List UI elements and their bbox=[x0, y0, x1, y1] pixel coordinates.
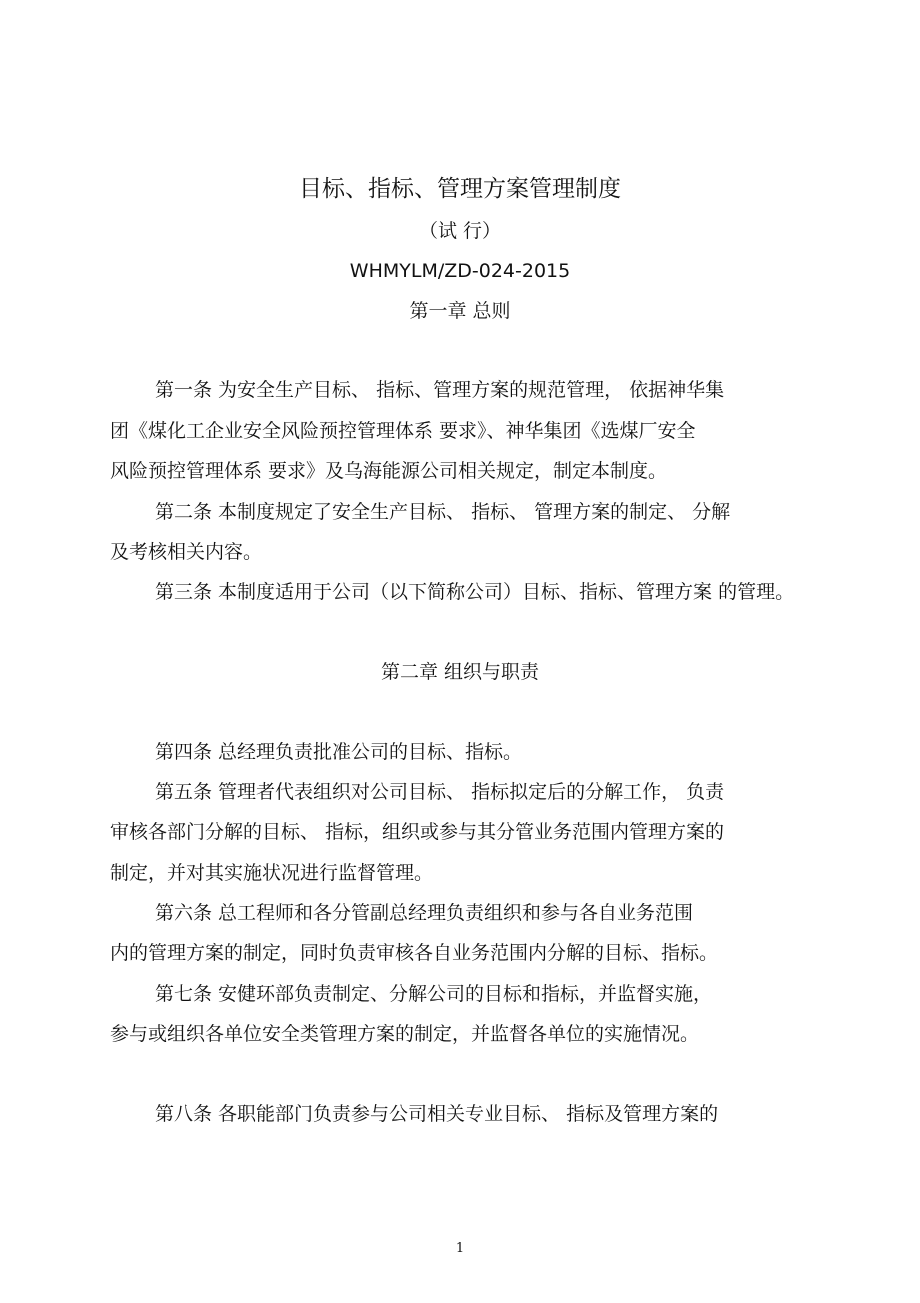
paragraph-line: 内的管理方案的制定，同时负责审核各自业务范围内分解的目标、指标。 bbox=[110, 942, 719, 964]
document-subtitle: （试 行） bbox=[418, 220, 502, 242]
paragraph-line: 第一条 为安全生产目标、 指标、管理方案的规范管理， 依据神华集 bbox=[155, 379, 725, 401]
paragraph-line: 制定，并对其实施状况进行监督管理。 bbox=[110, 862, 434, 884]
paragraph-line: 第五条 管理者代表组织对公司目标、 指标拟定后的分解工作， 负责 bbox=[155, 781, 725, 803]
chapter-heading: 第一章 总则 bbox=[409, 300, 511, 322]
paragraph-line: 审核各部门分解的目标、 指标，组织或参与其分管业务范围内管理方案的 bbox=[110, 821, 725, 843]
chapter-heading: 第二章 组织与职责 bbox=[380, 661, 540, 683]
document-title: 目标、指标、管理方案管理制度 bbox=[299, 176, 621, 202]
page-number: 1 bbox=[455, 1241, 465, 1256]
paragraph-line: 参与或组织各单位安全类管理方案的制定，并监督各单位的实施情况。 bbox=[110, 1023, 700, 1045]
paragraph-line: 团《煤化工企业安全风险预控管理体系 要求》、神华集团《选煤厂安全 bbox=[110, 420, 696, 442]
paragraph-line: 及考核相关内容。 bbox=[110, 541, 263, 563]
paragraph-line: 风险预控管理体系 要求》及乌海能源公司相关规定，制定本制度。 bbox=[110, 460, 668, 482]
paragraph-line: 第七条 安健环部负责制定、分解公司的目标和指标，并监督实施， bbox=[155, 983, 713, 1005]
paragraph-line: 第四条 总经理负责批准公司的目标、指标。 bbox=[155, 741, 523, 763]
paragraph-line: 第三条 本制度适用于公司（以下简称公司）目标、指标、管理方案 的管理。 bbox=[155, 581, 795, 603]
document-code: WHMYLM/ZD-024-2015 bbox=[349, 260, 571, 282]
paragraph-line: 第八条 各职能部门负责参与公司相关专业目标、 指标及管理方案的 bbox=[155, 1103, 719, 1125]
paragraph-line: 第六条 总工程师和各分管副总经理负责组织和参与各自业务范围 bbox=[155, 902, 694, 924]
paragraph-line: 第二条 本制度规定了安全生产目标、 指标、 管理方案的制定、 分解 bbox=[155, 501, 731, 523]
